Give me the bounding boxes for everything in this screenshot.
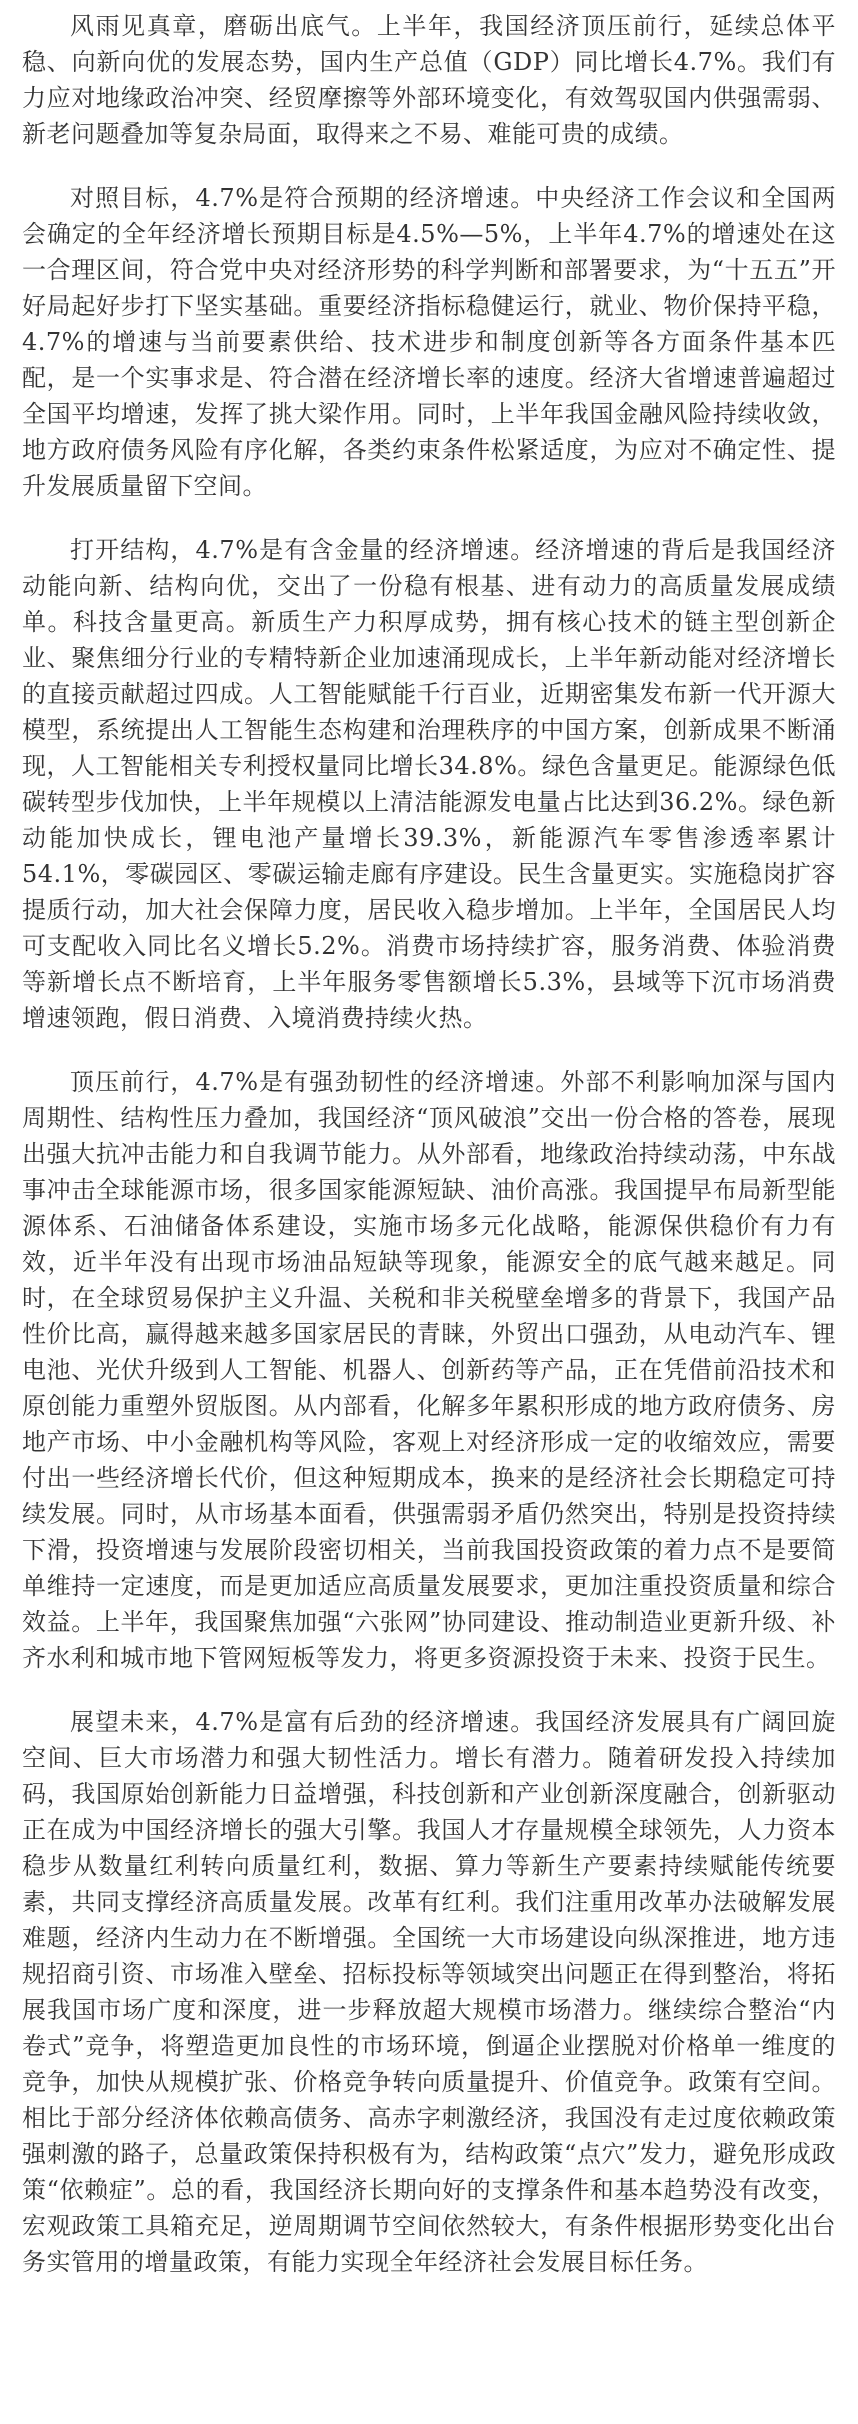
article-paragraph: 展望未来，4.7%是富有后劲的经济增速。我国经济发展具有广阔回旋空间、巨大市场潜力和强大韧性活力。增长有潜力。随着研发投入持续加码，我国原始创新能力日益增强，科技创新和产业创新深度融合，创新驱动正在成为中国经济增长的强大引擎。我国人才存量规模全球领先，人力资本稳步从数量红利转向质量红利，数据、算力等新生产要素持续赋能传统要素，共同支撑经济高质量发展。改革有红利。我们注重用改革办法破解发展难题，经济内生动力在不断增强。全国统一大市场建设向纵深推进，地方违规招商引资、市场准入壁垒、招标投标等领域突出问题正在得到整治，将拓展我国市场广度和深度，进一步释放超大规模市场潜力。继续综合整治“内卷式”竞争，将塑造更加良性的市场环境，倒逼企业摆脱对价格单一维度的竞争，加快从规模扩张、价格竞争转向质量提升、价值竞争。政策有空间。相比于部分经济体依赖高债务、高赤字刺激经济，我国没有走过度依赖政策强刺激的路子，总量政策保持积极有为，结构政策“点穴”发力，避免形成政策“依赖症”。总的看，我国经济长期向好的支撑条件和基本趋势没有改变，宏观政策工具箱充足，逆周期调节空间依然较大，有条件根据形势变化出台务实管用的增量政策，有能力实现全年经济社会发展目标任务。 bbox=[22, 1708, 836, 2276]
article-paragraph: 打开结构，4.7%是有含金量的经济增速。经济增速的背后是我国经济动能向新、结构向优，交出了一份稳有根基、进有动力的高质量发展成绩单。科技含量更高。新质生产力积厚成势，拥有核心技术的链主型创新企业、聚焦细分行业的专精特新企业加速涌现成长，上半年新动能对经济增长的直接贡献超过四成。人工智能赋能千行百业，近期密集发布新一代开源大模型，系统提出人工智能生态构建和治理秩序的中国方案，创新成果不断涌现，人工智能相关专利授权量同比增长34.8%。绿色含量更足。能源绿色低碳转型步伐加快，上半年规模以上清洁能源发电量占比达到36.2%。绿色新动能加快成长，锂电池产量增长39.3%，新能源汽车零售渗透率累计54.1%，零碳园区、零碳运输走廊有序建设。民生含量更实。实施稳岗扩容提质行动，加大社会保障力度，居民收入稳步增加。上半年，全国居民人均可支配收入同比名义增长5.2%。消费市场持续扩容，服务消费、体验消费等新增长点不断培育，上半年服务零售额增长5.3%，县域等下沉市场消费增速领跑，假日消费、入境消费持续火热。 bbox=[22, 536, 836, 1032]
article-paragraph: 对照目标，4.7%是符合预期的经济增速。中央经济工作会议和全国两会确定的全年经济增长预期目标是4.5%—5%，上半年4.7%的增速处在这一合理区间，符合党中央对经济形势的科学判断和部署要求，为“十五五”开好局起好步打下坚实基础。重要经济指标稳健运行，就业、物价保持平稳，4.7%的增速与当前要素供给、技术进步和制度创新等各方面条件基本匹配，是一个实事求是、符合潜在经济增长率的速度。经济大省增速普遍超过全国平均增速，发挥了挑大梁作用。同时，上半年我国金融风险持续收敛，地方政府债务风险有序化解，各类约束条件松紧适度，为应对不确定性、提升发展质量留下空间。 bbox=[22, 184, 836, 500]
article-paragraph: 顶压前行，4.7%是有强劲韧性的经济增速。外部不利影响加深与国内周期性、结构性压力叠加，我国经济“顶风破浪”交出一份合格的答卷，展现出强大抗冲击能力和自我调节能力。从外部看，地缘政治持续动荡，中东战事冲击全球能源市场，很多国家能源短缺、油价高涨。我国提早布局新型能源体系、石油储备体系建设，实施市场多元化战略，能源保供稳价有力有效，近半年没有出现市场油品短缺等现象，能源安全的底气越来越足。同时，在全球贸易保护主义升温、关税和非关税壁垒增多的背景下，我国产品性价比高，赢得越来越多国家居民的青睐，外贸出口强劲，从电动汽车、锂电池、光伏升级到人工智能、机器人、创新药等产品，正在凭借前沿技术和原创能力重塑外贸版图。从内部看，化解多年累积形成的地方政府债务、房地产市场、中小金融机构等风险，客观上对经济形成一定的收缩效应，需要付出一些经济增长代价，但这种短期成本，换来的是经济社会长期稳定可持续发展。同时，从市场基本面看，供强需弱矛盾仍然突出，特别是投资持续下滑，投资增速与发展阶段密切相关，当前我国投资政策的着力点不是要简单维持一定速度，而是更加适应高质量发展要求，更加注重投资质量和综合效益。上半年，我国聚焦加强“六张网”协同建设、推动制造业更新升级、补齐水利和城市地下管网短板等发力，将更多资源投资于未来、投资于民生。 bbox=[22, 1068, 836, 1672]
article-paragraph: 风雨见真章，磨砺出底气。上半年，我国经济顶压前行，延续总体平稳、向新向优的发展态势，国内生产总值（GDP）同比增长4.7%。我们有力应对地缘政治冲突、经贸摩擦等外部环境变化，有效驾驭国内供强需弱、新老问题叠加等复杂局面，取得来之不易、难能可贵的成绩。 bbox=[22, 12, 836, 148]
